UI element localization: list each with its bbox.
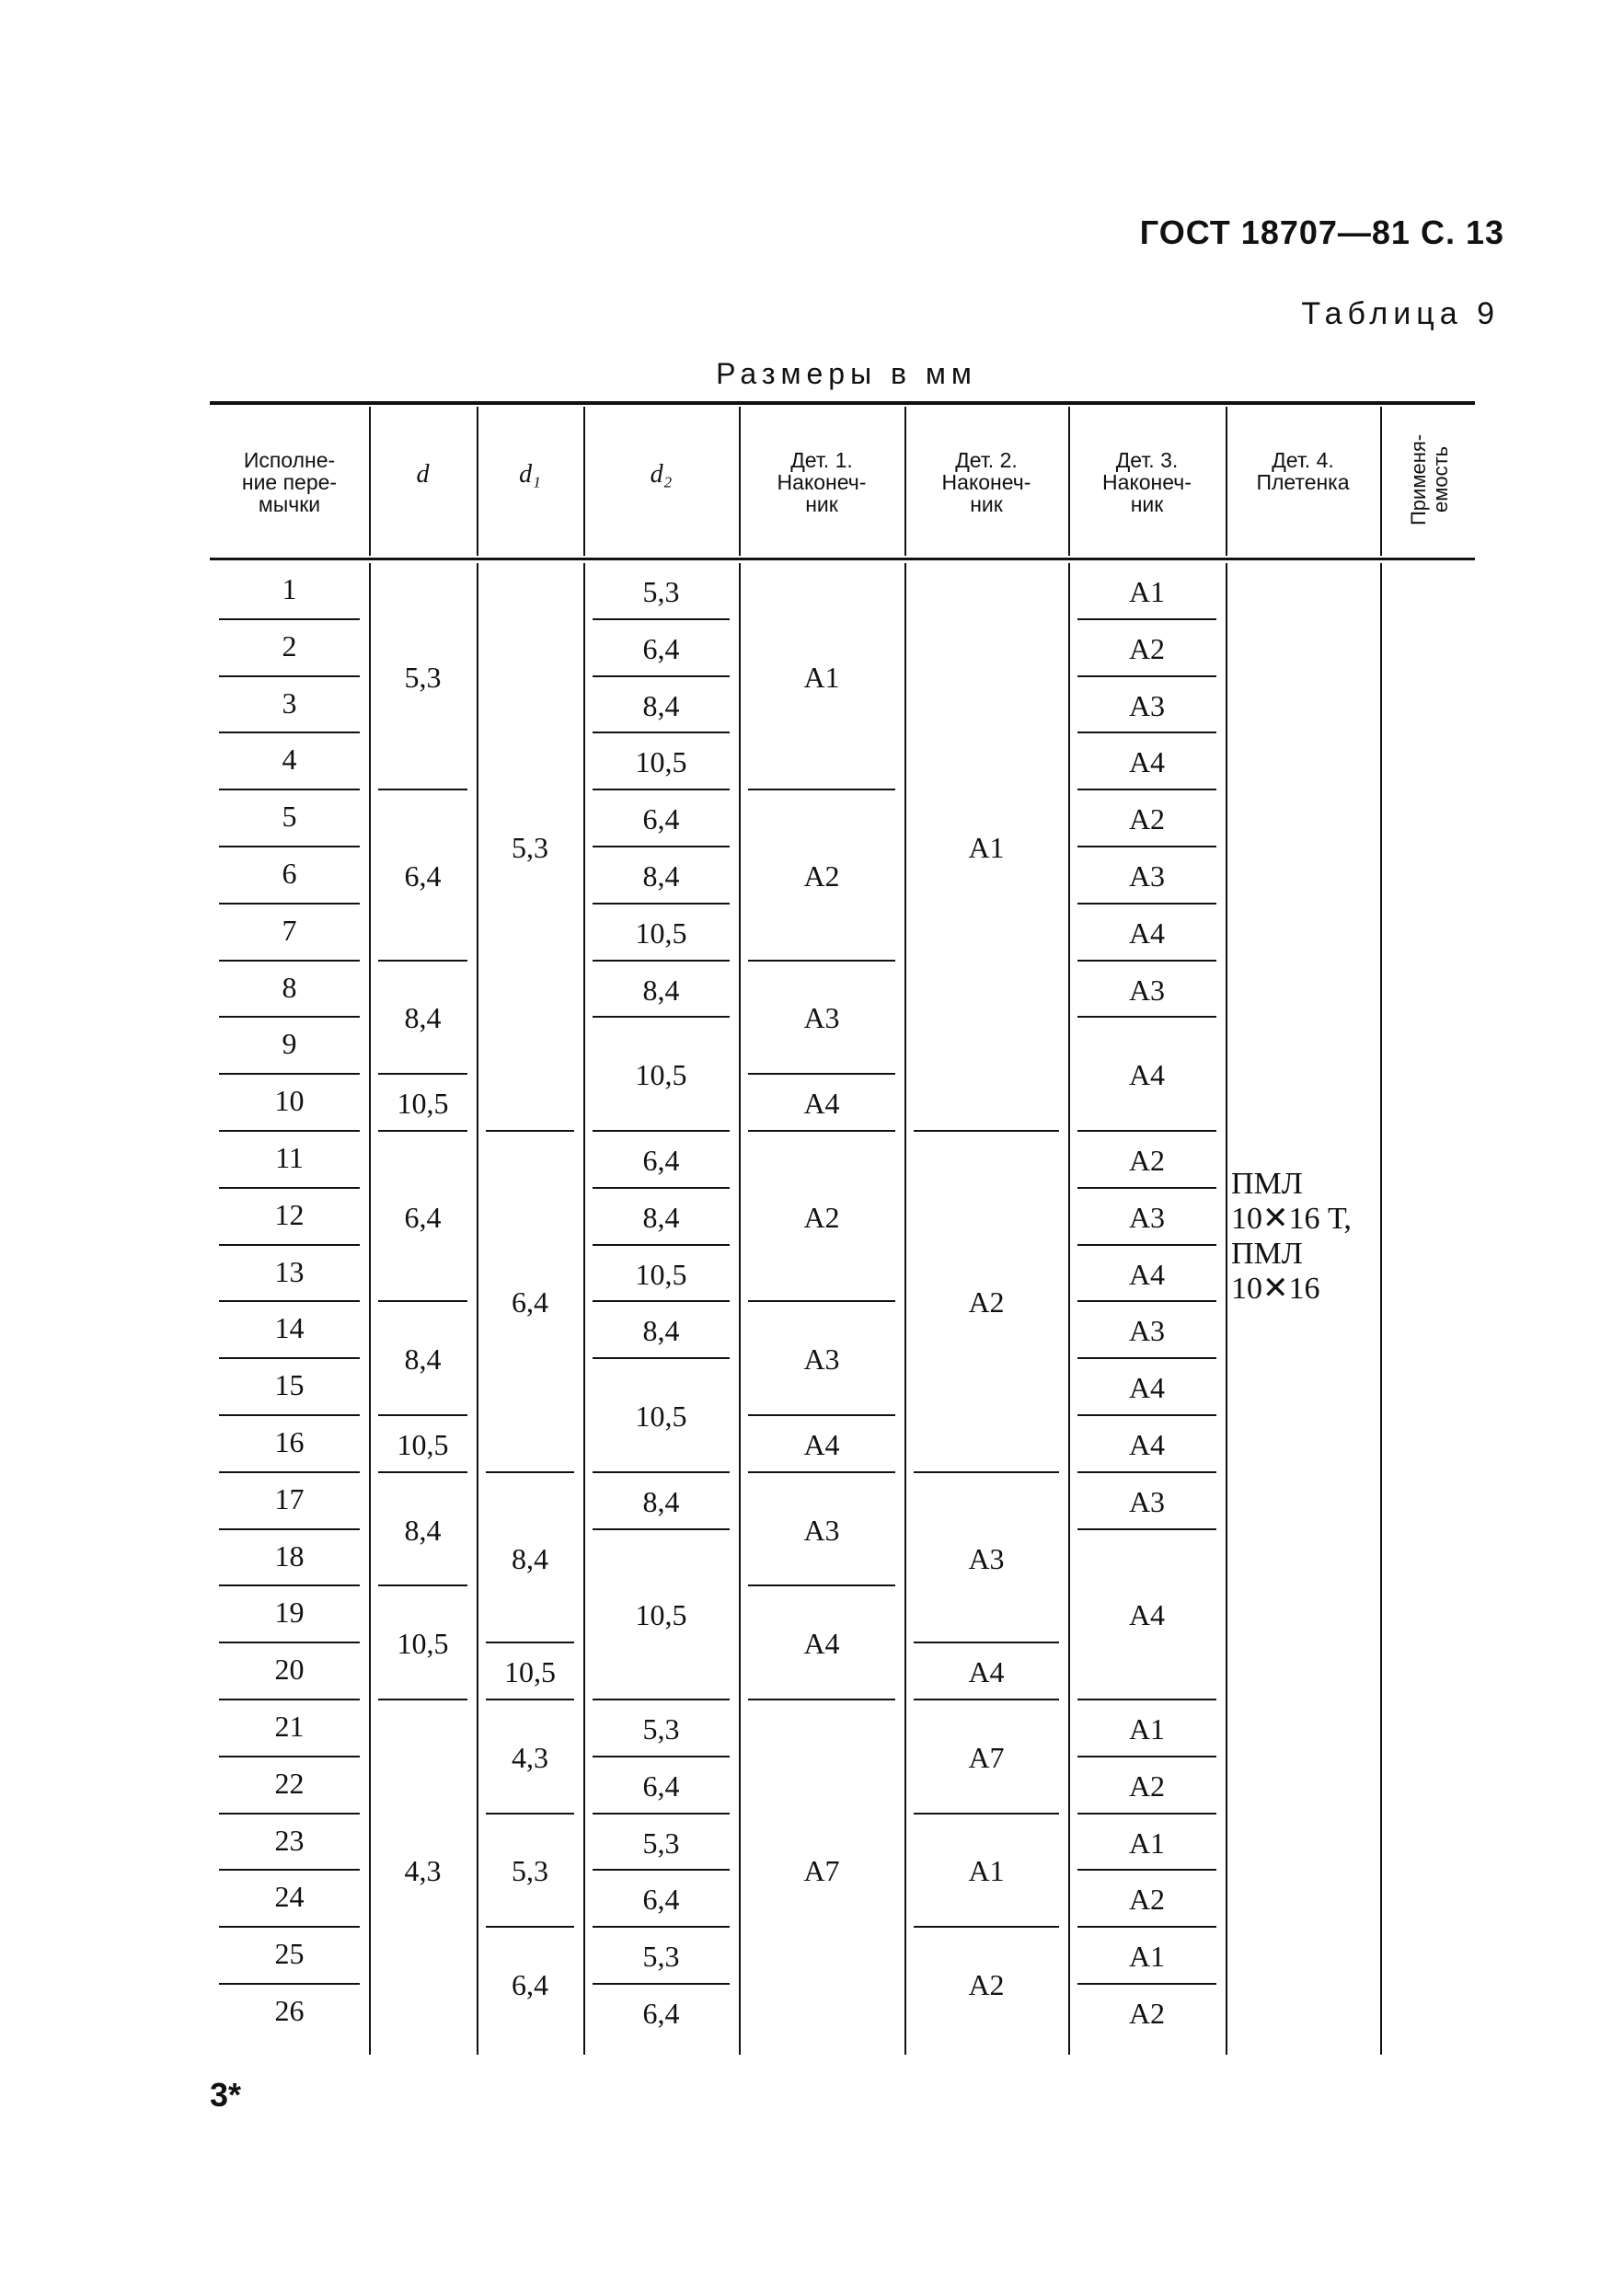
- row-underline: [378, 1414, 467, 1416]
- row-underline: [914, 1699, 1059, 1700]
- det2-value: A4: [968, 1655, 1005, 1689]
- det3-value: A3: [1128, 858, 1166, 893]
- d-value: 8,4: [404, 1001, 442, 1035]
- table-column-separator: [1380, 563, 1382, 2055]
- variant-number: 22: [274, 1766, 305, 1800]
- row-underline: [378, 1584, 467, 1586]
- row-underline: [593, 1357, 730, 1359]
- variant-number: 17: [274, 1481, 305, 1515]
- row-underline: [219, 846, 360, 847]
- det3-value: A2: [1128, 1143, 1166, 1177]
- row-underline: [1077, 1244, 1216, 1246]
- row-underline: [219, 1357, 360, 1359]
- variant-number: 21: [274, 1710, 305, 1743]
- det1-value: A4: [803, 1427, 840, 1461]
- d2-value: 10,5: [635, 1058, 687, 1092]
- row-underline: [378, 1073, 467, 1075]
- row-underline: [748, 960, 895, 962]
- variant-number: 11: [275, 1141, 304, 1174]
- d2-value: 10,5: [635, 1257, 687, 1291]
- det1-value: A2: [803, 858, 840, 893]
- row-underline: [1077, 1926, 1216, 1928]
- d2-value: 6,4: [642, 1996, 680, 2030]
- d2-value: 6,4: [642, 1143, 680, 1177]
- d2-value: 8,4: [642, 858, 680, 893]
- row-underline: [1077, 1187, 1216, 1189]
- row-underline: [914, 1642, 1059, 1643]
- row-underline: [378, 789, 467, 790]
- table-column-separator: [1226, 563, 1227, 2055]
- variant-number: 3: [282, 686, 297, 720]
- det2-value: A2: [968, 1285, 1005, 1319]
- det3-value: A4: [1128, 1427, 1166, 1461]
- variant-number: 23: [274, 1823, 305, 1857]
- row-underline: [219, 1983, 360, 1985]
- d-value: 4,3: [404, 1854, 442, 1888]
- d-value: 10,5: [397, 1427, 449, 1461]
- row-underline: [1077, 618, 1216, 620]
- row-underline: [219, 1926, 360, 1928]
- column-header: Применя- емость: [1407, 433, 1452, 525]
- row-underline: [593, 789, 730, 790]
- row-underline: [748, 1300, 895, 1302]
- det1-value: A1: [803, 660, 840, 694]
- det3-value: A4: [1128, 1257, 1166, 1291]
- row-underline: [378, 1300, 467, 1302]
- row-underline: [219, 732, 360, 733]
- row-underline: [593, 1187, 730, 1189]
- d2-value: 6,4: [642, 1769, 680, 1803]
- row-underline: [1077, 1130, 1216, 1132]
- row-underline: [219, 903, 360, 905]
- d2-value: 6,4: [642, 631, 680, 665]
- table-column-separator: [739, 563, 741, 2055]
- row-underline: [1077, 789, 1216, 790]
- d-value: 6,4: [404, 858, 442, 893]
- d-value: 8,4: [404, 1513, 442, 1547]
- row-underline: [1077, 1300, 1216, 1302]
- row-underline: [593, 1300, 730, 1302]
- table-column-separator: [739, 407, 741, 556]
- det2-value: A2: [968, 1968, 1005, 2001]
- column-header: d₁: [519, 460, 541, 489]
- row-underline: [219, 1471, 360, 1473]
- d2-value: 6,4: [642, 1883, 680, 1917]
- variant-number: 4: [282, 743, 297, 777]
- d1-value: 5,3: [512, 831, 548, 864]
- row-underline: [1077, 960, 1216, 962]
- row-underline: [593, 846, 730, 847]
- d2-value: 10,5: [635, 1400, 687, 1433]
- table-top-rule: [210, 401, 1475, 405]
- row-underline: [593, 618, 730, 620]
- variant-number: 16: [274, 1425, 305, 1458]
- variant-number: 24: [274, 1880, 305, 1914]
- variant-number: 10: [274, 1084, 305, 1118]
- row-underline: [378, 1699, 467, 1700]
- det4-value: ПМЛ 10✕16 Т, ПМЛ 10✕16: [1231, 1167, 1352, 1306]
- d2-value: 10,5: [635, 745, 687, 779]
- row-underline: [219, 1584, 360, 1586]
- row-underline: [593, 1528, 730, 1530]
- row-underline: [219, 1528, 360, 1530]
- row-underline: [486, 1642, 574, 1643]
- row-underline: [1077, 846, 1216, 847]
- row-underline: [1077, 1756, 1216, 1757]
- row-underline: [219, 1813, 360, 1815]
- det2-value: A1: [968, 1854, 1005, 1888]
- d2-value: 10,5: [635, 916, 687, 950]
- row-underline: [219, 1016, 360, 1018]
- row-underline: [593, 1130, 730, 1132]
- row-underline: [748, 1471, 895, 1473]
- row-underline: [914, 1130, 1059, 1132]
- row-underline: [378, 1471, 467, 1473]
- det3-value: A4: [1128, 1371, 1166, 1405]
- d2-value: 5,3: [642, 1826, 680, 1860]
- row-underline: [219, 1130, 360, 1132]
- d2-value: 8,4: [642, 1200, 680, 1234]
- d2-value: 6,4: [642, 802, 680, 836]
- d-value: 10,5: [397, 1087, 449, 1121]
- d1-value: 8,4: [512, 1541, 548, 1575]
- d2-value: 8,4: [642, 1484, 680, 1518]
- det3-value: A4: [1128, 1598, 1166, 1632]
- row-underline: [593, 732, 730, 733]
- det3-value: A1: [1128, 1826, 1166, 1860]
- variant-number: 2: [282, 628, 297, 663]
- table-column-separator: [1380, 407, 1382, 556]
- det1-value: A4: [803, 1087, 840, 1121]
- det1-value: A4: [803, 1627, 840, 1661]
- row-underline: [486, 1926, 574, 1928]
- row-underline: [593, 1869, 730, 1871]
- row-underline: [219, 789, 360, 790]
- table-column-separator: [369, 563, 371, 2055]
- d1-value: 5,3: [512, 1854, 548, 1888]
- variant-number: 25: [274, 1937, 305, 1971]
- table-header-rule: [210, 558, 1475, 560]
- column-header: d₂: [650, 460, 673, 489]
- variant-number: 9: [282, 1027, 297, 1061]
- d1-value: 6,4: [512, 1285, 548, 1319]
- det3-value: A3: [1128, 688, 1166, 722]
- row-underline: [219, 675, 360, 677]
- column-header: d: [416, 460, 430, 489]
- row-underline: [593, 1983, 730, 1985]
- d2-value: 8,4: [642, 1314, 680, 1348]
- row-underline: [593, 1699, 730, 1700]
- row-underline: [1077, 1357, 1216, 1359]
- row-underline: [486, 1699, 574, 1700]
- d2-value: 8,4: [642, 973, 680, 1007]
- row-underline: [219, 1073, 360, 1075]
- det3-value: A4: [1128, 1058, 1166, 1092]
- row-underline: [219, 1414, 360, 1416]
- det3-value: A3: [1128, 1314, 1166, 1348]
- row-underline: [748, 1699, 895, 1700]
- d-value: 10,5: [397, 1627, 449, 1661]
- row-underline: [593, 1471, 730, 1473]
- row-underline: [1077, 1016, 1216, 1018]
- row-underline: [219, 1642, 360, 1643]
- row-underline: [378, 1130, 467, 1132]
- variant-number: 6: [282, 857, 297, 890]
- row-underline: [1077, 732, 1216, 733]
- row-underline: [593, 675, 730, 677]
- row-underline: [748, 789, 895, 790]
- variant-number: 15: [274, 1368, 305, 1402]
- table-label: Таблица 9: [1301, 296, 1500, 331]
- column-header: Дет. 4. Плетенка: [1256, 448, 1350, 494]
- d2-value: 10,5: [635, 1598, 687, 1632]
- row-underline: [593, 1244, 730, 1246]
- det2-value: A7: [968, 1740, 1005, 1774]
- row-underline: [914, 1471, 1059, 1473]
- row-underline: [593, 960, 730, 962]
- det3-value: A1: [1128, 1711, 1166, 1746]
- row-underline: [219, 1869, 360, 1871]
- d2-value: 5,3: [642, 1711, 680, 1746]
- d-value: 5,3: [404, 660, 442, 694]
- row-underline: [486, 1813, 574, 1815]
- det3-value: A2: [1128, 1996, 1166, 2030]
- det3-value: A3: [1128, 973, 1166, 1007]
- row-underline: [1077, 1471, 1216, 1473]
- table-column-separator: [1068, 407, 1070, 556]
- det3-value: A2: [1128, 1883, 1166, 1917]
- row-underline: [1077, 903, 1216, 905]
- table-column-separator: [583, 407, 585, 556]
- table-column-separator: [369, 407, 371, 556]
- row-underline: [914, 1813, 1059, 1815]
- det1-value: A2: [803, 1200, 840, 1234]
- table-column-separator: [1226, 407, 1227, 556]
- table-column-separator: [904, 407, 906, 556]
- det1-value: A3: [803, 1001, 840, 1035]
- det3-value: A4: [1128, 745, 1166, 779]
- row-underline: [748, 1130, 895, 1132]
- page-header: ГОСТ 18707—81 С. 13: [1139, 213, 1504, 251]
- det2-value: A1: [968, 831, 1005, 864]
- row-underline: [219, 1756, 360, 1757]
- row-underline: [1077, 1414, 1216, 1416]
- row-underline: [593, 1756, 730, 1757]
- row-underline: [593, 1926, 730, 1928]
- det3-value: A3: [1128, 1484, 1166, 1518]
- det1-value: A3: [803, 1513, 840, 1547]
- variant-number: 13: [274, 1254, 305, 1288]
- units-caption: Размеры в мм: [716, 357, 977, 390]
- row-underline: [1077, 1869, 1216, 1871]
- d-value: 8,4: [404, 1342, 442, 1377]
- d2-value: 5,3: [642, 1940, 680, 1974]
- row-underline: [748, 1073, 895, 1075]
- row-underline: [914, 1926, 1059, 1928]
- footer-mark: 3*: [210, 2076, 242, 2114]
- variant-number: 18: [274, 1538, 305, 1573]
- column-header: Исполне- ние пере- мычки: [241, 448, 338, 516]
- row-underline: [219, 1699, 360, 1700]
- det2-value: A3: [968, 1541, 1005, 1575]
- variant-number: 5: [282, 800, 297, 834]
- row-underline: [219, 960, 360, 962]
- variant-number: 7: [282, 913, 297, 947]
- row-underline: [219, 1244, 360, 1246]
- row-underline: [1077, 675, 1216, 677]
- det3-value: A4: [1128, 916, 1166, 950]
- d-value: 6,4: [404, 1200, 442, 1234]
- d1-value: 6,4: [512, 1968, 548, 2001]
- variant-number: 14: [274, 1311, 305, 1345]
- variant-number: 1: [282, 572, 297, 605]
- d1-value: 10,5: [504, 1655, 556, 1689]
- variant-number: 20: [274, 1653, 305, 1687]
- column-header: Дет. 2. Наконеч- ник: [941, 448, 1031, 516]
- det3-value: A1: [1128, 574, 1166, 608]
- row-underline: [1077, 1813, 1216, 1815]
- row-underline: [593, 903, 730, 905]
- det1-value: A3: [803, 1342, 840, 1377]
- row-underline: [1077, 1983, 1216, 1985]
- det3-value: A2: [1128, 631, 1166, 665]
- d2-value: 5,3: [642, 574, 680, 608]
- row-underline: [1077, 1699, 1216, 1700]
- row-underline: [219, 1187, 360, 1189]
- row-underline: [748, 1584, 895, 1586]
- row-underline: [219, 618, 360, 620]
- column-header: Дет. 1. Наконеч- ник: [777, 448, 867, 516]
- row-underline: [486, 1471, 574, 1473]
- det3-value: A3: [1128, 1200, 1166, 1234]
- d2-value: 8,4: [642, 688, 680, 722]
- column-header: Дет. 3. Наконеч- ник: [1102, 448, 1192, 516]
- det1-value: A7: [803, 1854, 840, 1888]
- row-underline: [219, 1300, 360, 1302]
- variant-number: 19: [274, 1596, 305, 1630]
- row-underline: [748, 1414, 895, 1416]
- row-underline: [1077, 1528, 1216, 1530]
- det3-value: A1: [1128, 1940, 1166, 1974]
- det3-value: A2: [1128, 802, 1166, 836]
- variant-number: 8: [282, 970, 297, 1004]
- row-underline: [593, 1016, 730, 1018]
- table-column-separator: [477, 407, 478, 556]
- row-underline: [486, 1130, 574, 1132]
- variant-number: 26: [274, 1994, 305, 2027]
- det3-value: A2: [1128, 1769, 1166, 1803]
- row-underline: [378, 960, 467, 962]
- variant-number: 12: [274, 1197, 305, 1231]
- d1-value: 4,3: [512, 1740, 548, 1774]
- row-underline: [593, 1813, 730, 1815]
